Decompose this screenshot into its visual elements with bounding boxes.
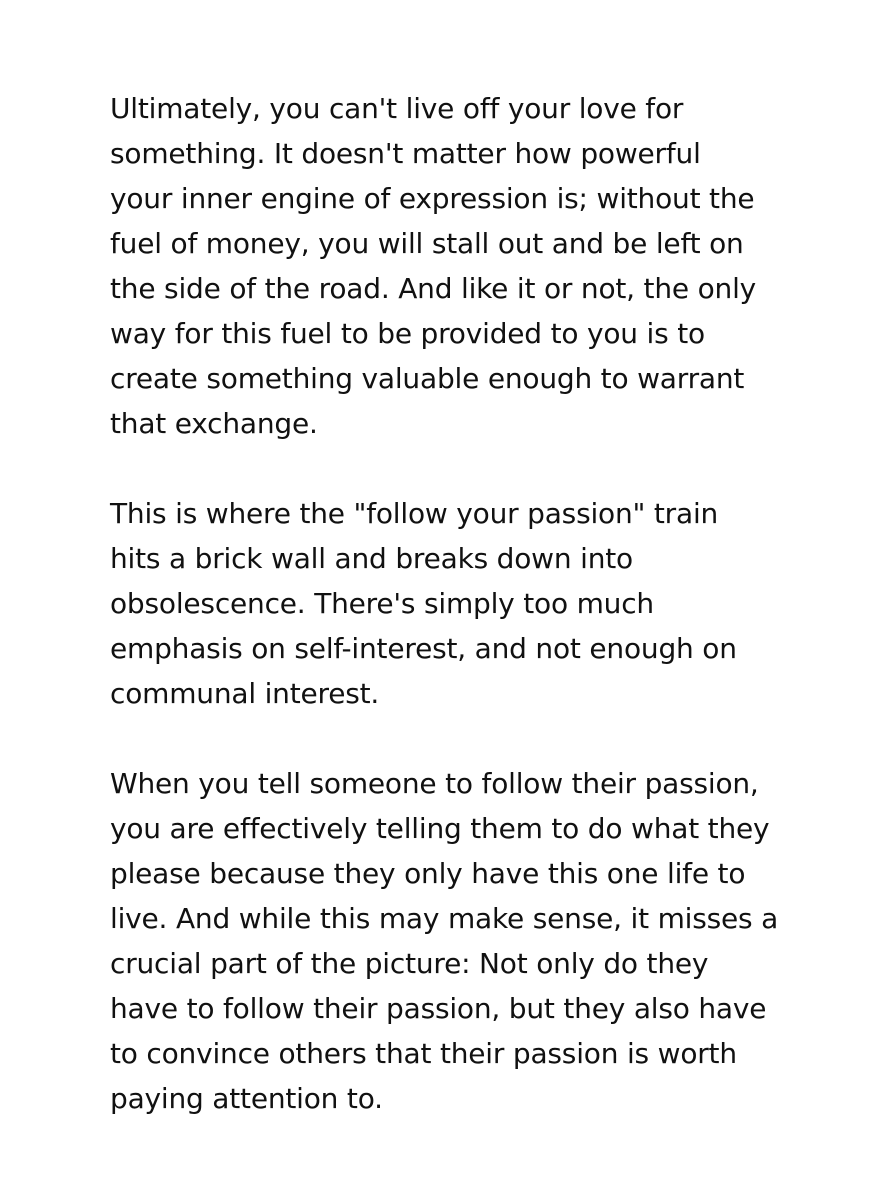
text-line: your inner engine of expression is; without the (110, 182, 755, 215)
text-line: you are effectively telling them to do what they (110, 812, 770, 845)
text-line: paying attention to. (110, 1082, 383, 1115)
text-line: the side of the road. And like it or not, the only (110, 272, 757, 305)
text-line: to convince others that their passion is worth (110, 1037, 737, 1070)
paragraph-2 (110, 491, 790, 716)
text-line: way for this fuel to be provided to you is to (110, 317, 705, 350)
text-line: When you tell someone to follow their passion, (110, 767, 759, 800)
text-line: emphasis on self-interest, and not enough on (110, 632, 737, 665)
text-line: fuel of money, you will stall out and be left on (110, 227, 744, 260)
text-line: This is where the "follow your passion" train (110, 497, 719, 530)
text-line: something. It doesn't matter how powerful (110, 137, 701, 170)
paragraph-3 (110, 761, 790, 1121)
text-line: create something valuable enough to warrant (110, 362, 745, 395)
text-line: that exchange. (110, 407, 318, 440)
text-line: Ultimately, you can't live off your love for (110, 92, 684, 125)
body-text (110, 86, 790, 1166)
paragraph-1 (110, 86, 790, 446)
text-line: live. And while this may make sense, it misses a (110, 902, 779, 935)
text-line: crucial part of the picture: Not only do they (110, 947, 709, 980)
text-line: please because they only have this one life to (110, 857, 746, 890)
text-line: hits a brick wall and breaks down into (110, 542, 633, 575)
text-line: obsolescence. There's simply too much (110, 587, 654, 620)
text-line: have to follow their passion, but they also have (110, 992, 767, 1025)
text-line: communal interest. (110, 677, 380, 710)
